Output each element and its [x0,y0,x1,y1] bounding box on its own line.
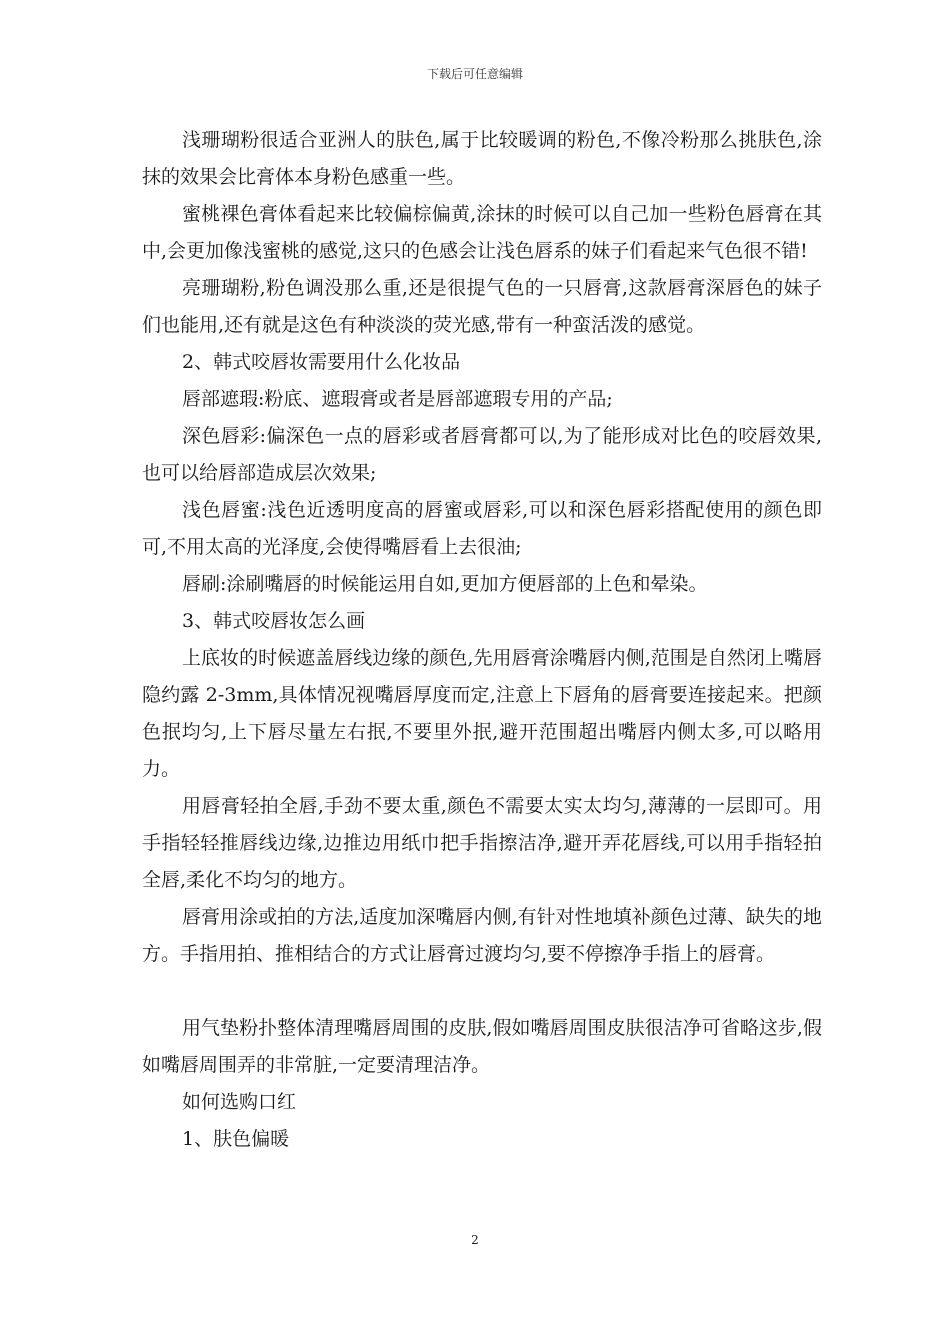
paragraph-coral-pink: 浅珊瑚粉很适合亚洲人的肤色,属于比较暖调的粉色,不像冷粉那么挑肤色,涂抹的效果会比膏体本身粉色感重一些。 [142,129,822,188]
paragraph-lip-concealer: 唇部遮瑕:粉底、遮瑕膏或者是唇部遮瑕专用的产品; [182,388,613,410]
page-header: 下载后可任意编辑 [426,67,523,81]
section-heading-products: 2、韩式咬唇妆需要用什么化妆品 [182,351,461,373]
subheading-warm-skin: 1、肤色偏暖 [182,1128,290,1150]
paragraph-lip-brush: 唇刷:涂刷嘴唇的时候能运用自如,更加方便唇部的上色和晕染。 [182,573,708,595]
paragraph-dark-lip-gloss: 深色唇彩:偏深色一点的唇彩或者唇膏都可以,为了能形成对比色的咬唇效果,也可以给唇部造成层次效果; [142,425,822,484]
page-number: 2 [471,1233,479,1247]
document-body [142,122,822,1158]
paragraph-step-pat: 用唇膏轻拍全唇,手劲不要太重,颜色不需要太实太均匀,薄薄的一层即可。用手指轻轻推唇线边缘,边推边用纸巾把手指擦洁净,避开弄花唇线,可以用手指轻拍全唇,柔化不均匀的地方。 [142,795,822,891]
paragraph-step-clean: 用气垫粉扑整体清理嘴唇周围的皮肤,假如嘴唇周围皮肤很洁净可省略这步,假如嘴唇周围弄的非常脏,一定要清理洁净。 [142,1017,822,1076]
paragraph-peach-nude: 蜜桃裸色膏体看起来比较偏棕偏黄,涂抹的时候可以自己加一些粉色唇膏在其中,会更加像浅蜜桃的感觉,这只的色感会让浅色唇系的妹子们看起来气色很不错! [142,203,822,262]
paragraph-bright-coral: 亮珊瑚粉,粉色调没那么重,还是很提气色的一只唇膏,这款唇膏深唇色的妹子们也能用,还有就是这色有种淡淡的荧光感,带有一种蛮活泼的感觉。 [142,277,822,336]
paragraph-light-lip-gloss: 浅色唇蜜:浅色近透明度高的唇蜜或唇彩,可以和深色唇彩搭配使用的颜色即可,不用太高的光泽度,会使得嘴唇看上去很油; [142,499,822,558]
blank-line [142,973,822,1010]
paragraph-step-base: 上底妆的时候遮盖唇线边缘的颜色,先用唇膏涂嘴唇内侧,范围是自然闭上嘴唇隐约露 2-3mm,具体情况视嘴唇厚度而定,注意上下唇角的唇膏要连接起来。把颜色抿均匀,上下唇尽量左右抿,不要里外抿,避开范围超出嘴唇内侧太多,可以略用力。 [142,647,822,780]
section-heading-how-to: 3、韩式咬唇妆怎么画 [182,610,366,632]
paragraph-step-deepen: 唇膏用涂或拍的方法,适度加深嘴唇内侧,有针对性地填补颜色过薄、缺失的地方。手指用拍、推相结合的方式让唇膏过渡均匀,要不停擦净手指上的唇膏。 [142,906,822,965]
section-heading-buying: 如何选购口红 [182,1091,297,1113]
